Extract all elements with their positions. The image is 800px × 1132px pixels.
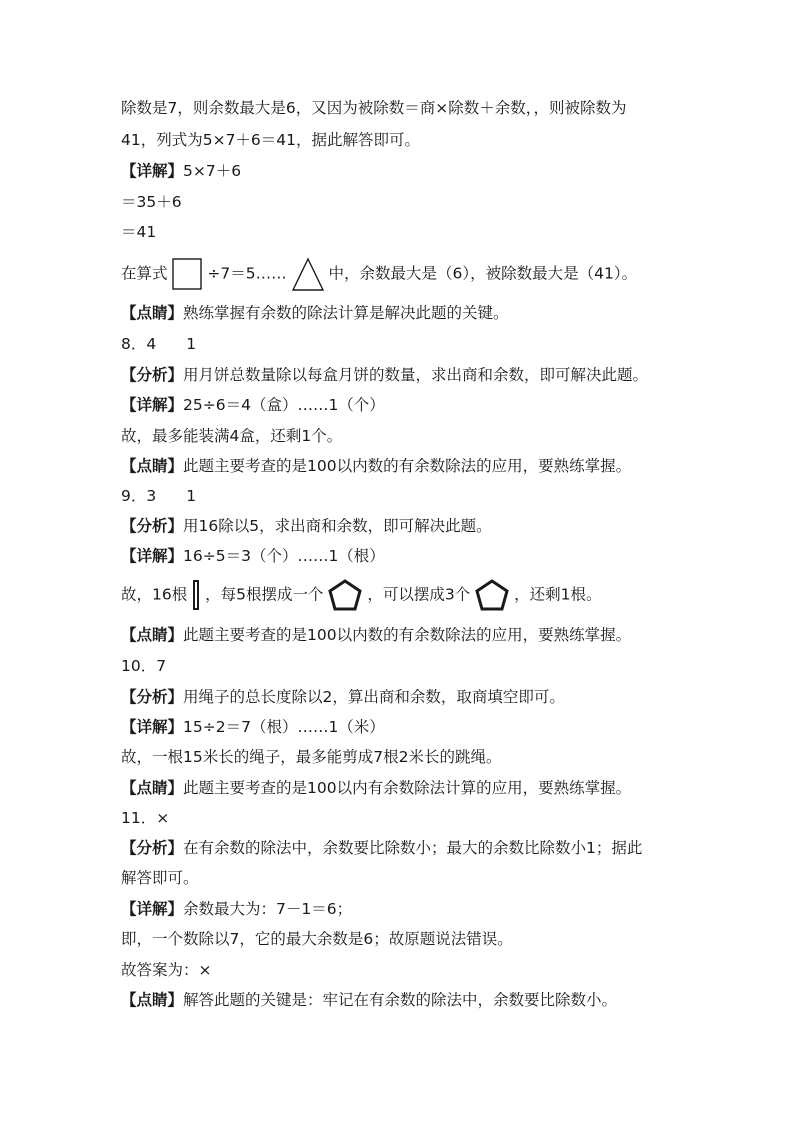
analysis-line: [121, 686, 740, 708]
conclusion-line: [121, 579, 740, 611]
pentagon-icon: [328, 579, 362, 611]
question-number: [121, 485, 740, 507]
detail-line: [121, 545, 740, 567]
text: 用绳子的总长度除以2，算出商和余数，取商填空即可。: [183, 688, 565, 706]
equation-line: [121, 257, 740, 291]
answer-line: [121, 959, 740, 981]
text: 解答即可。: [121, 869, 199, 887]
text: ，还剩1根。: [514, 585, 602, 604]
text: 11．×: [121, 809, 170, 827]
text: 除数是7，则余数最大是6，又因为被除数＝商×除数＋余数，，则被除数为: [121, 99, 627, 117]
analysis-tag: 【分析】: [121, 517, 184, 535]
analysis-tag: 【分析】: [121, 688, 184, 706]
text: 在有余数的除法中，余数要比除数小；最大的余数比除数小1；据此: [183, 839, 643, 857]
detail-line: [121, 898, 740, 920]
text: 10．7: [121, 657, 167, 675]
comment-tag: 【点睛】: [121, 779, 184, 797]
analysis-line: [121, 867, 740, 889]
comment-tag: 【点睛】: [121, 626, 184, 644]
text: 用16除以5，求出商和余数，即可解决此题。: [183, 517, 492, 535]
comment-line: [121, 777, 740, 799]
text: ＝41: [121, 223, 157, 241]
conclusion-line: [121, 928, 740, 950]
question-number: [121, 655, 740, 677]
text: 用月饼总数量除以每盒月饼的数量，求出商和余数，即可解决此题。: [183, 366, 649, 384]
analysis-line: [121, 364, 740, 386]
detail-line: [121, 716, 740, 738]
text: 9．3: [121, 487, 157, 505]
detail-tag: 【详解】: [121, 718, 184, 736]
text: 1: [186, 487, 197, 505]
pentagon-icon: [475, 579, 509, 611]
comment-tag: 【点睛】: [121, 304, 184, 322]
detail-tag: 【详解】: [121, 547, 184, 565]
comment-line: [121, 989, 740, 1011]
text: 此题主要考查的是100以内数的有余数除法的应用，要熟练掌握。: [183, 626, 632, 644]
conclusion-line: [121, 425, 740, 447]
text: 故，16根: [121, 585, 188, 604]
detail-tag: 【详解】: [121, 900, 184, 918]
text: ，每5根摆成一个: [205, 585, 324, 604]
text: 故答案为：×: [121, 961, 212, 979]
comment-tag: 【点睛】: [121, 991, 184, 1009]
detail-line: [121, 394, 740, 416]
text: ，可以摆成3个: [367, 585, 471, 604]
text: ＝35＋6: [121, 193, 182, 211]
comment-line: [121, 455, 740, 477]
stick-icon: [192, 579, 200, 611]
analysis-line: [121, 97, 740, 119]
text: 解答此题的关键是：牢记在有余数的除法中，余数要比除数小。: [183, 991, 618, 1009]
text: 8．4: [121, 335, 157, 353]
text: 熟练掌握有余数的除法计算是解决此题的关键。: [183, 304, 509, 322]
analysis-tag: 【分析】: [121, 366, 184, 384]
text: 41，列式为5×7＋6＝41，据此解答即可。: [121, 131, 421, 149]
text: 故，最多能装满4盒，还剩1个。: [121, 427, 343, 445]
analysis-line: [121, 129, 740, 151]
text: 即，一个数除以7，它的最大余数是6；故原题说法错误。: [121, 930, 513, 948]
calc-line: [121, 191, 740, 213]
text: 余数最大为：7－1＝6；: [183, 900, 353, 918]
analysis-tag: 【分析】: [121, 839, 184, 857]
detail-tag: 【详解】: [121, 396, 184, 414]
text: 25÷6＝4（盒）……1（个）: [183, 396, 385, 414]
comment-line: [121, 302, 740, 324]
text: 5×7＋6: [183, 162, 242, 180]
analysis-line: [121, 515, 740, 537]
text: 此题主要考查的是100以内有余数除法计算的应用，要熟练掌握。: [183, 779, 632, 797]
detail-line: [121, 160, 740, 182]
comment-line: [121, 624, 740, 646]
square-blank-icon: [172, 258, 202, 290]
text: 15÷2＝7（根）……1（米）: [183, 718, 385, 736]
text: 此题主要考查的是100以内数的有余数除法的应用，要熟练掌握。: [183, 457, 632, 475]
triangle-blank-icon: [292, 257, 324, 291]
text: 故，一根15米长的绳子，最多能剪成7根2米长的跳绳。: [121, 748, 502, 766]
detail-tag: 【详解】: [121, 162, 184, 180]
text: 16÷5＝3（个）……1（根）: [183, 547, 385, 565]
text: ÷7＝5……: [207, 264, 287, 283]
text: 中，余数最大是（6），被除数最大是（41）。: [328, 264, 638, 283]
question-number: [121, 807, 740, 829]
text: 在算式: [121, 264, 168, 283]
conclusion-line: [121, 746, 740, 768]
calc-line: [121, 221, 740, 243]
text: 1: [186, 335, 197, 353]
comment-tag: 【点睛】: [121, 457, 184, 475]
question-number: [121, 333, 740, 355]
analysis-line: [121, 837, 740, 859]
